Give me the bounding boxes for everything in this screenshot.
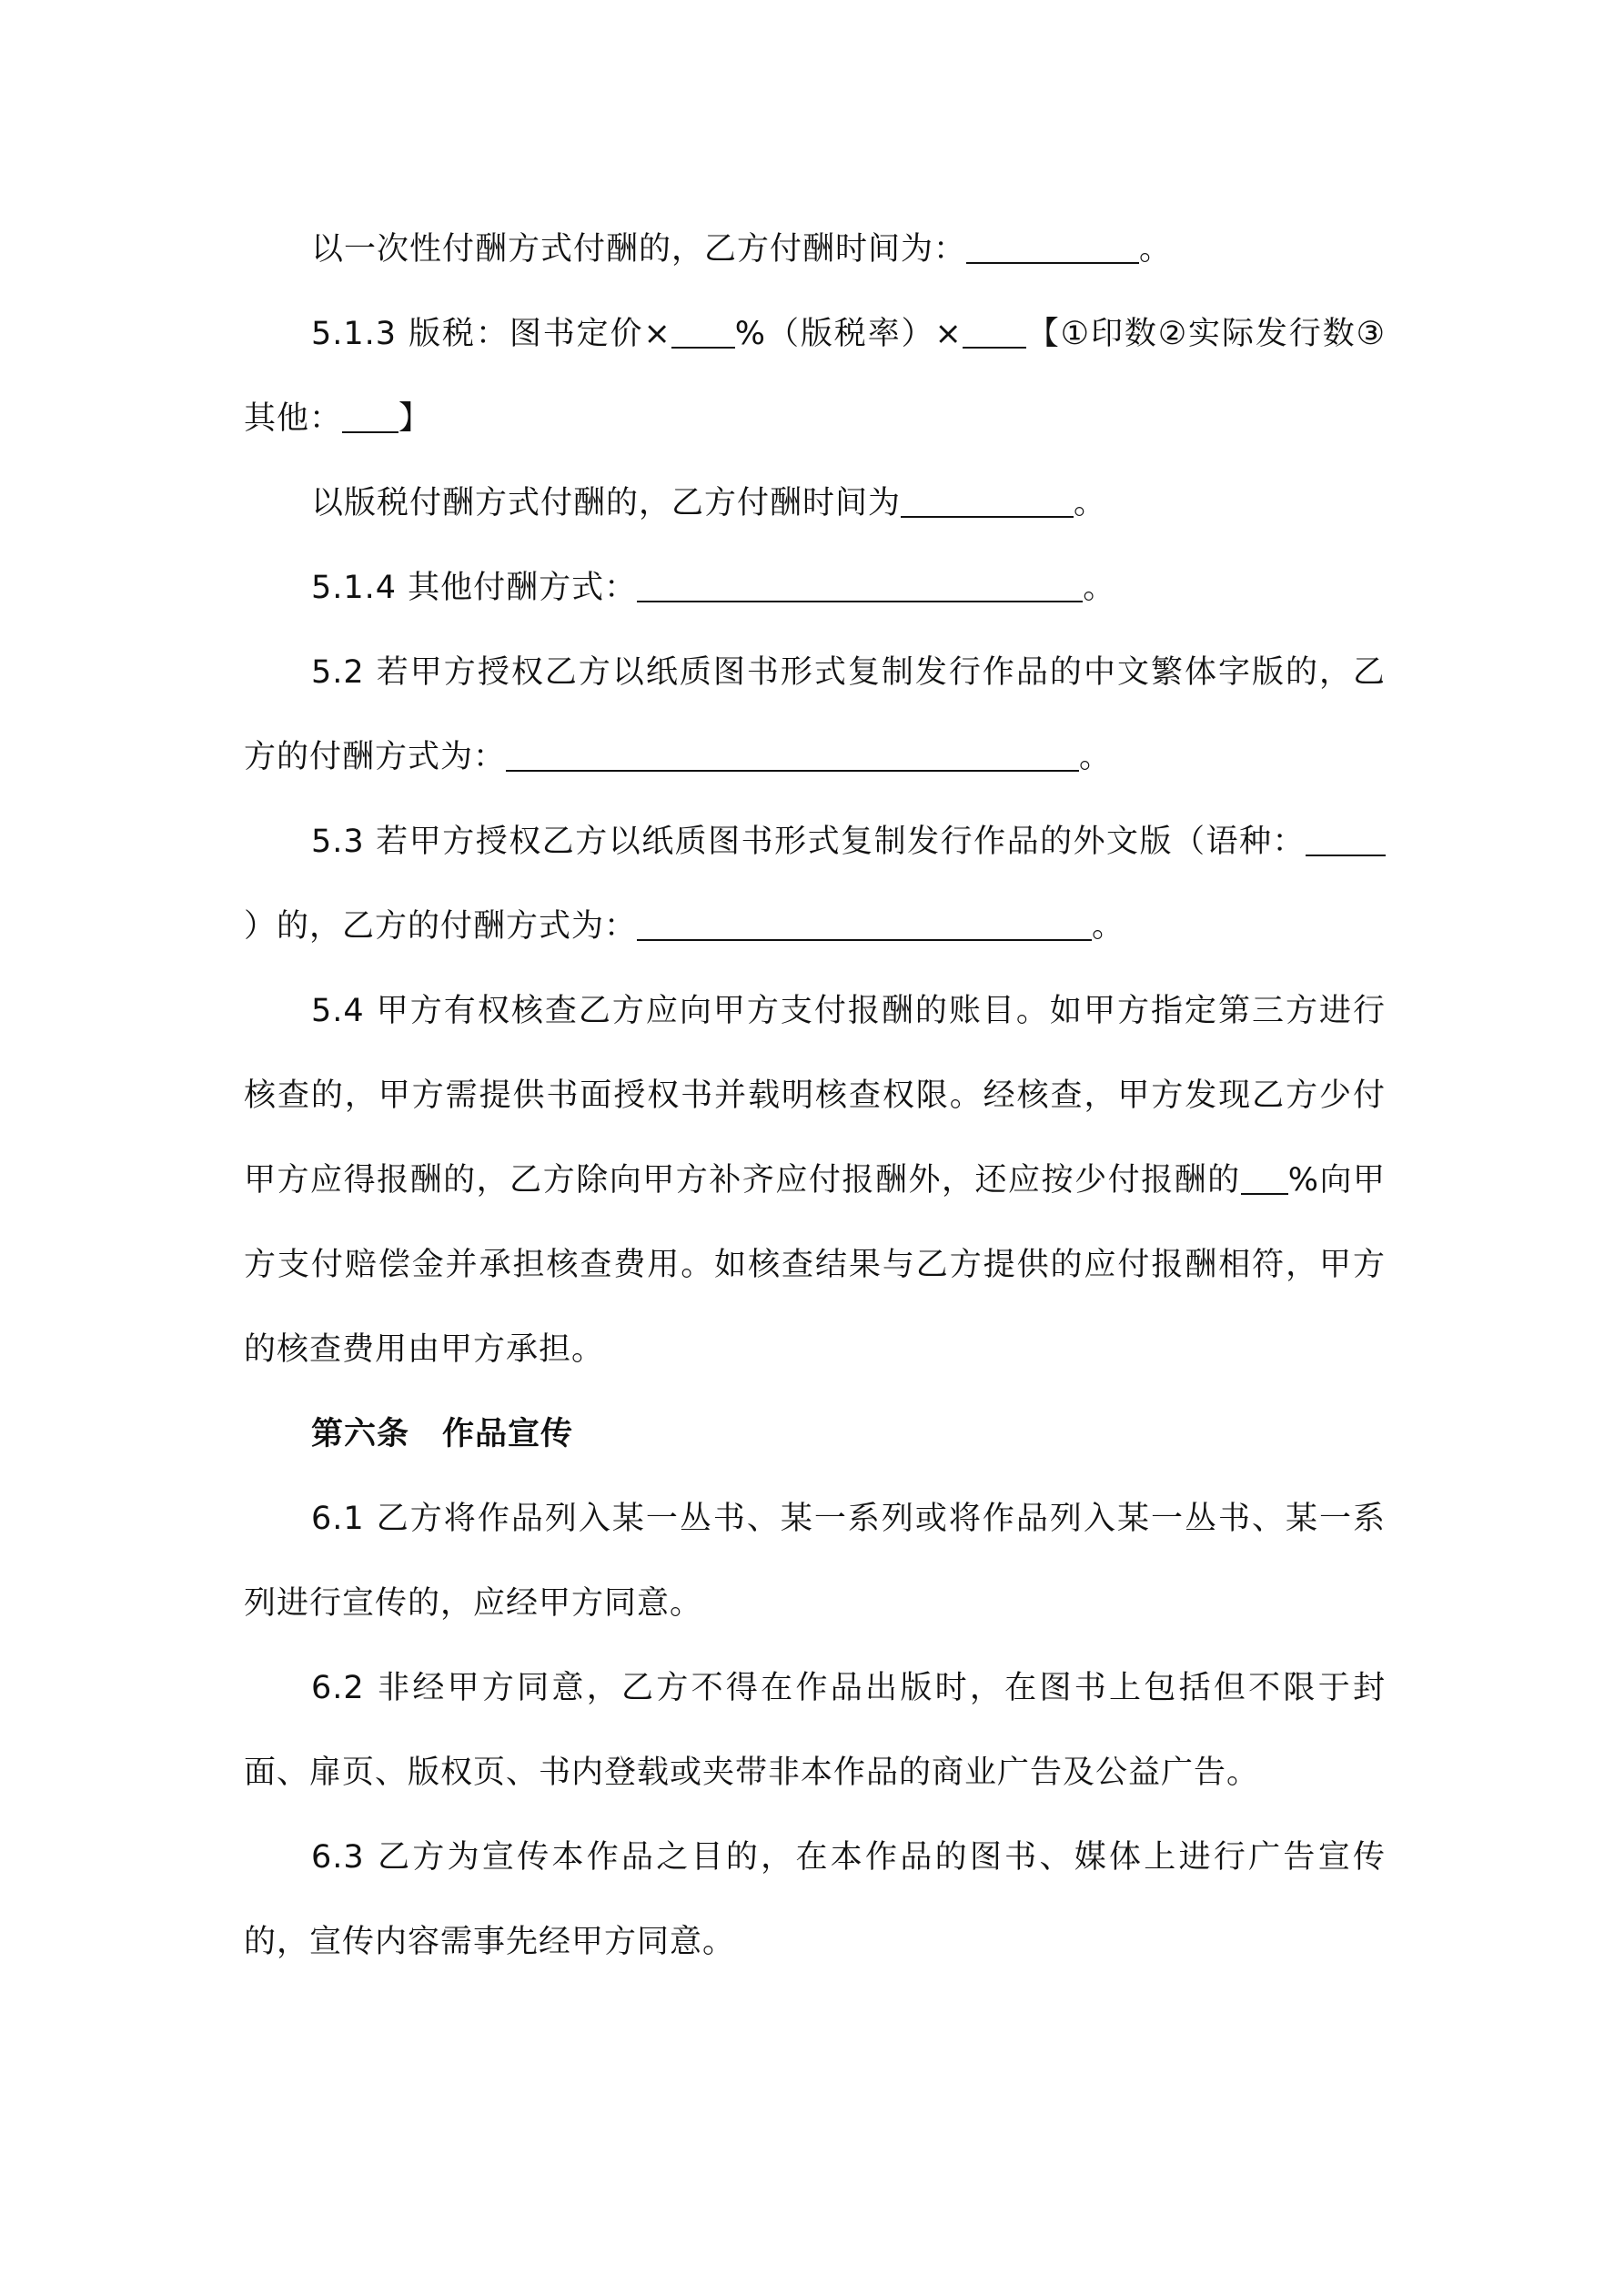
fill-in-blank[interactable] [506,738,1079,772]
text: 】 [398,400,432,437]
paragraph-royalty-payment-time [244,461,1386,546]
text: 5.2 若甲方授权乙方以纸质图书形式复制发行作品的中文繁体字版的，乙方的付酬方式为： [244,654,1386,775]
fill-in-blank-quantity[interactable] [963,315,1026,349]
text: 。 [1092,908,1125,945]
fill-in-blank-percent[interactable] [1241,1161,1288,1195]
text: ）的，乙方的付酬方式为： [244,908,638,945]
fill-in-blank[interactable] [966,230,1139,264]
paragraph-6-2: 6.2 非经甲方同意，乙方不得在作品出版时，在图书上包括但不限于封面、扉页、版权页、书内登载或夹带非本作品的商业广告及公益广告。 [244,1670,1386,1791]
paragraph-lump-sum-payment-time [244,207,1386,292]
paragraph-5-1-4-other-payment [244,546,1386,631]
text: 。 [1079,739,1113,775]
text: 。 [1083,570,1116,606]
paragraph-6-3: 6.3 乙方为宣传本作品之目的，在本作品的图书、媒体上进行广告宣传的，宣传内容需事先经甲方同意。 [244,1839,1386,1960]
fill-in-blank[interactable] [637,907,1092,941]
text: 5.1.4 其他付酬方式： [311,570,638,606]
text: 以一次性付酬方式付酬的，乙方付酬时间为： [311,231,967,268]
fill-in-blank[interactable] [637,569,1083,602]
paragraph-5-3-foreign-language [244,800,1386,969]
text: 5.3 若甲方授权乙方以纸质图书形式复制发行作品的外文版（语种： [311,824,1306,860]
text: %向甲方支付赔偿金并承担核查费用。如核查结果与乙方提供的应付报酬相符，甲方的核查费用由甲方承担。 [244,1162,1386,1368]
section-heading-article-6: 第六条 作品宣传 [311,1416,574,1452]
text: 【①印数②实际发行数③其他： [244,316,1386,437]
text: 5.1.3 版税：图书定价× [311,316,671,352]
text: 。 [1074,485,1107,521]
text: 。 [1139,231,1173,268]
fill-in-blank-language[interactable] [1306,823,1386,856]
fill-in-blank-royalty-rate[interactable] [671,315,735,349]
paragraph-5-4-audit [244,969,1386,1392]
paragraph-5-1-3-royalty [244,292,1386,461]
text: 以版税付酬方式付酬的，乙方付酬时间为 [311,485,902,521]
fill-in-blank-other[interactable] [342,400,398,433]
text: 5.4 甲方有权核查乙方应向甲方支付报酬的账目。如甲方指定第三方进行核查的，甲方需提供书面授权书并载明核查权限。经核查，甲方发现乙方少付甲方应得报酬的，乙方除向甲方补齐应付报酬外，还应按少付报酬的 [244,993,1386,1199]
paragraph-5-2-traditional-chinese [244,631,1386,800]
fill-in-blank[interactable] [901,484,1074,518]
paragraph-6-1: 6.1 乙方将作品列入某一丛书、某一系列或将作品列入某一丛书、某一系列进行宣传的，应经甲方同意。 [244,1501,1386,1622]
text: %（版税率）× [734,316,963,352]
document-page [244,207,1386,1985]
